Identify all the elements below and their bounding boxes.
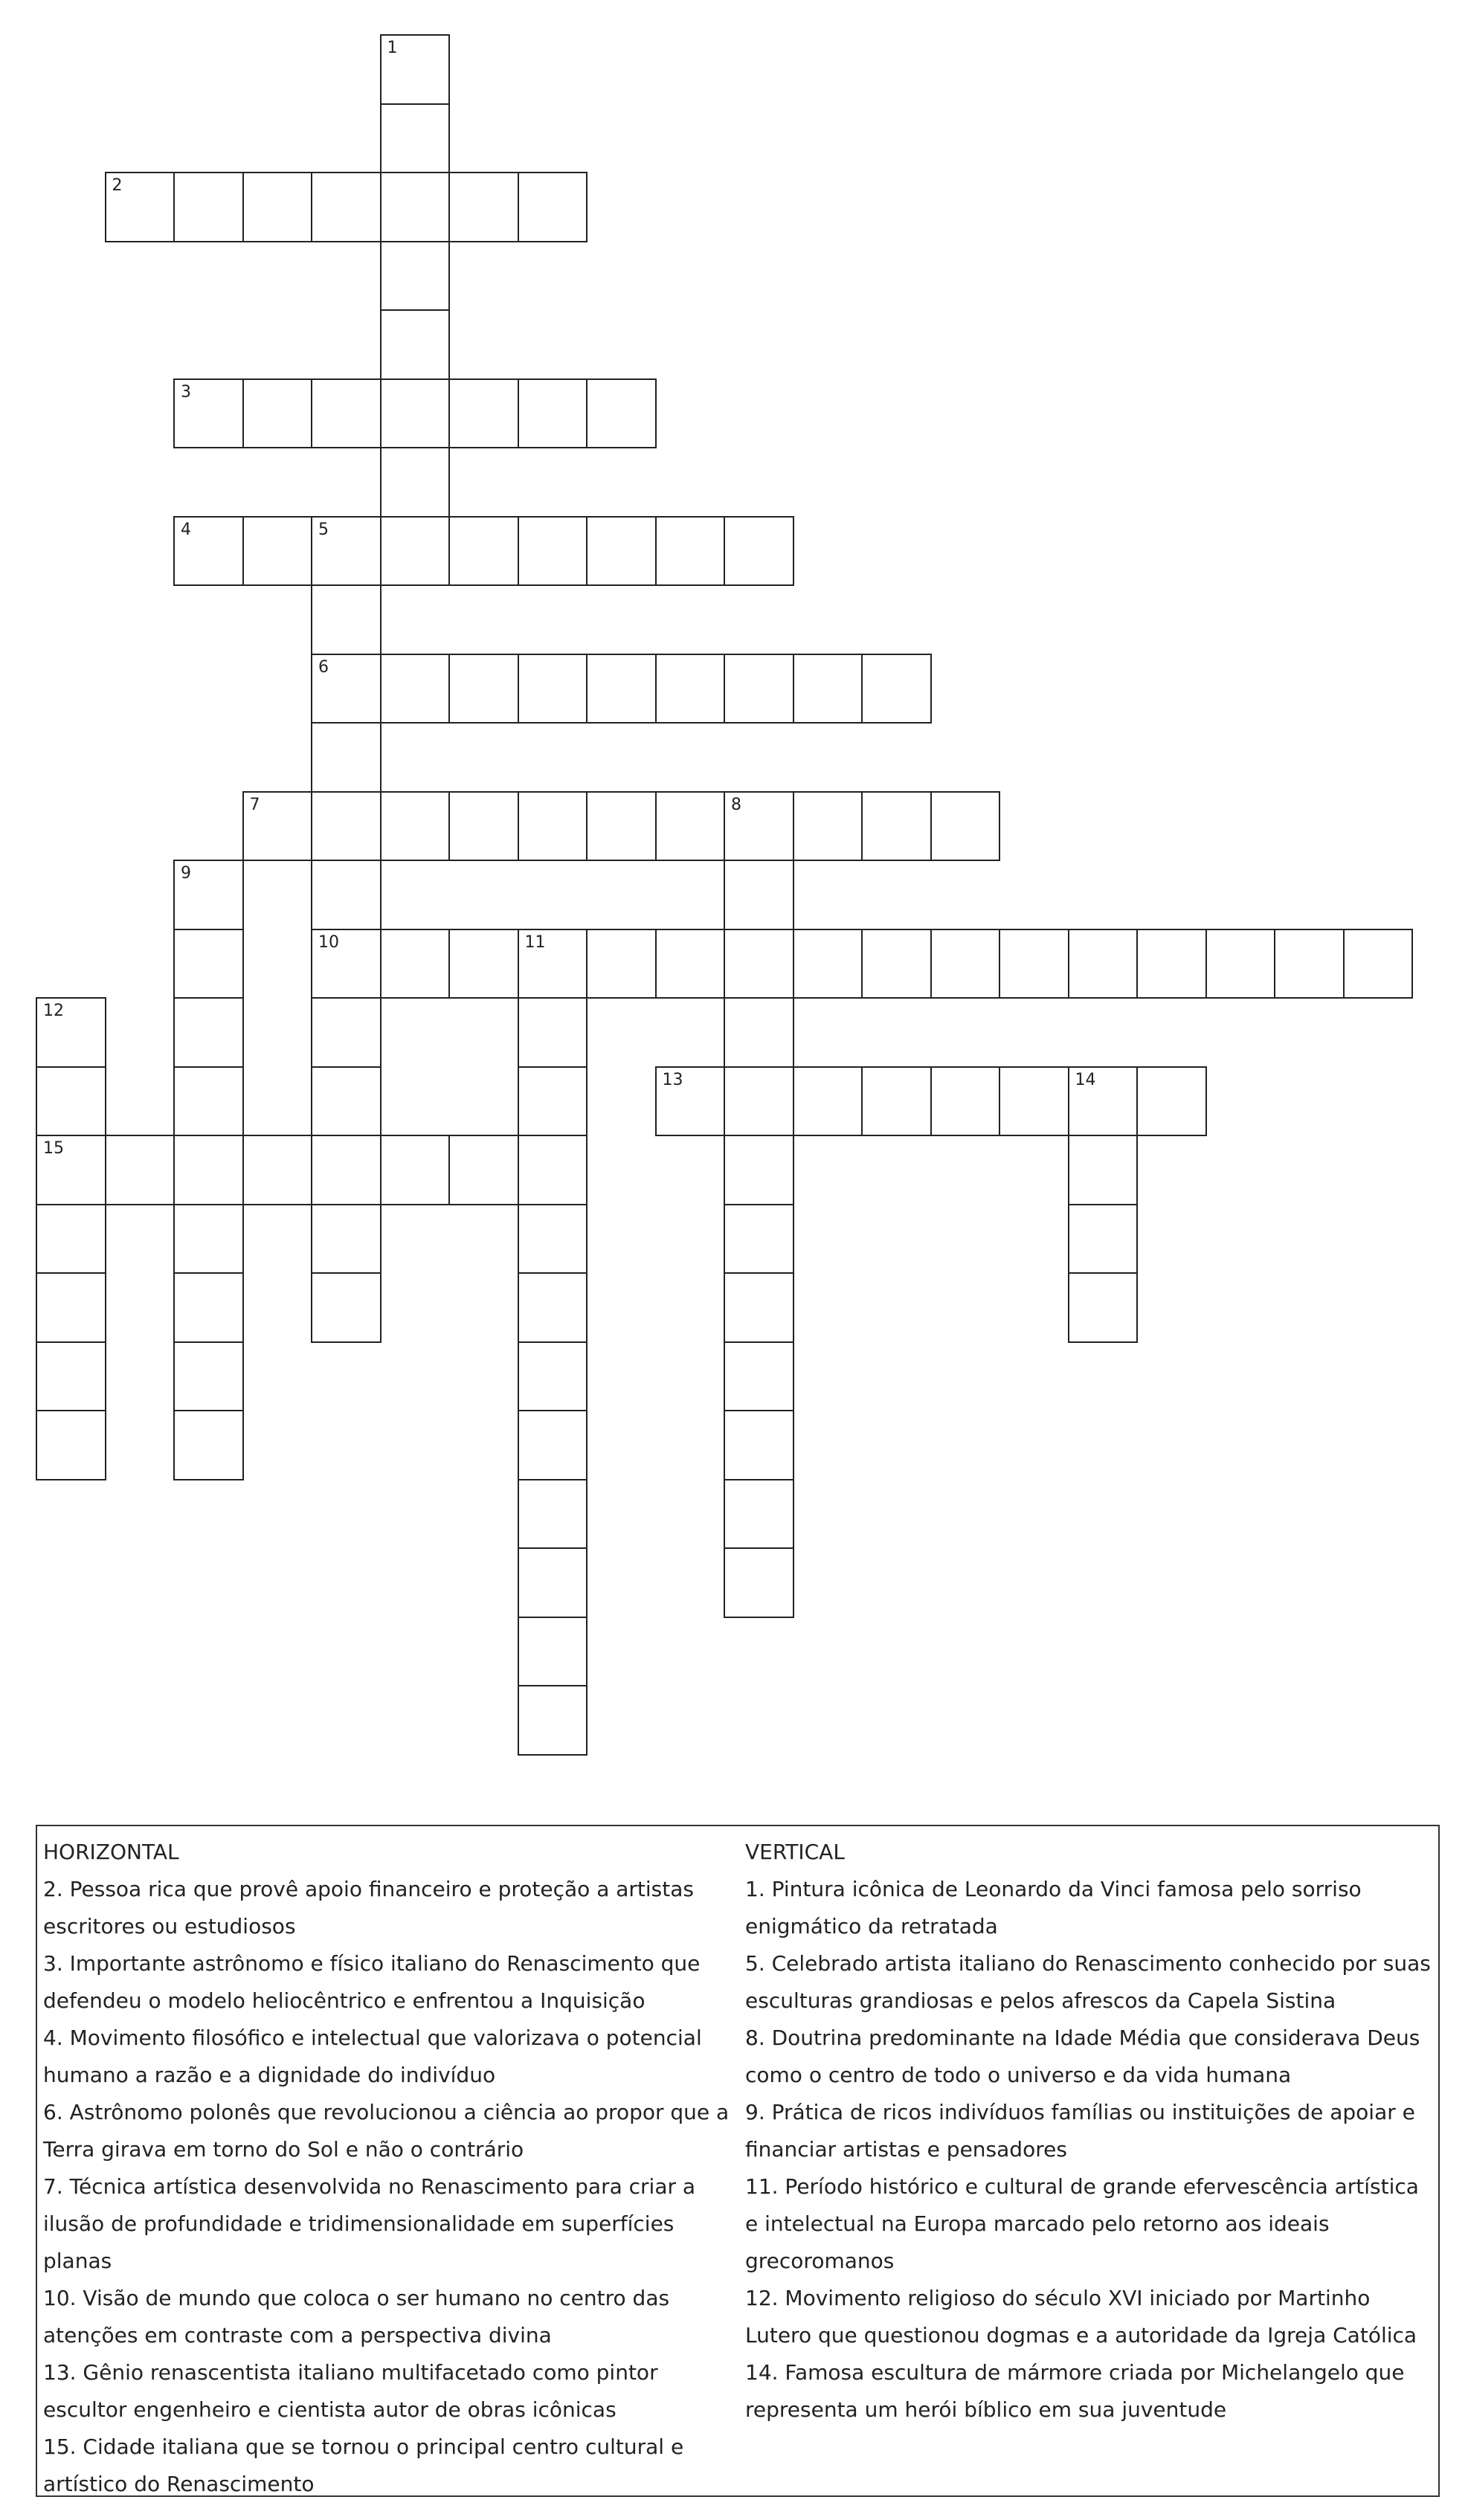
- crossword-cell[interactable]: [448, 516, 519, 587]
- crossword-cell[interactable]: [655, 1066, 726, 1137]
- crossword-cell[interactable]: [861, 654, 932, 724]
- crossword-cell[interactable]: [36, 1135, 106, 1205]
- clue-h13: 13. Gênio renascentista italiano multifacetado como pintor escultor engenheiro e cientista autor de obras icônicas: [43, 2360, 658, 2422]
- clue-number: 6: [318, 657, 329, 677]
- crossword-cell[interactable]: [518, 1135, 588, 1205]
- crossword-cell[interactable]: [861, 929, 932, 999]
- crossword-cell[interactable]: [724, 929, 794, 999]
- clue-number: 4: [181, 520, 191, 539]
- crossword-cell[interactable]: [242, 378, 313, 449]
- clue-h4: 4. Movimento filosófico e intelectual que valorizava o potencial humano a razão e a dignidade do indivíduo: [43, 2026, 702, 2087]
- crossword-cell[interactable]: [173, 1204, 244, 1274]
- clue-number: 15: [43, 1139, 64, 1158]
- crossword-cell[interactable]: [311, 378, 382, 449]
- clue-number: 3: [181, 382, 191, 402]
- crossword-cell[interactable]: [173, 172, 244, 242]
- crossword-cell[interactable]: [380, 103, 451, 174]
- crossword-cell[interactable]: [311, 516, 382, 587]
- clue-h7: 7. Técnica artística desenvolvida no Renascimento para criar a ilusão de profundidade e tridimensionalidade em superfícies planas: [43, 2174, 696, 2273]
- crossword-cell[interactable]: [448, 378, 519, 449]
- horizontal-heading: HORIZONTAL: [43, 1840, 179, 1864]
- crossword-cell[interactable]: [999, 1066, 1069, 1137]
- crossword-cell[interactable]: [518, 378, 588, 449]
- crossword-cell[interactable]: [655, 654, 726, 724]
- crossword-cell[interactable]: [311, 654, 382, 724]
- clue-v8: 8. Doutrina predominante na Idade Média que considerava Deus como o centro de todo o universo e da vida humana: [745, 2026, 1420, 2087]
- crossword-cell[interactable]: [448, 929, 519, 999]
- crossword-cell[interactable]: [724, 860, 794, 930]
- crossword-cell[interactable]: [311, 172, 382, 242]
- clue-h6: 6. Astrônomo polonês que revolucionou a ciência ao propor que a Terra girava em torno do Sol e não o contrário: [43, 2100, 730, 2162]
- crossword-cell[interactable]: [793, 654, 863, 724]
- clue-number: 7: [249, 795, 260, 814]
- crossword-cell[interactable]: [380, 241, 451, 312]
- crossword-cell[interactable]: [311, 929, 382, 999]
- crossword-cell[interactable]: [380, 172, 451, 242]
- crossword-cell[interactable]: [36, 997, 106, 1068]
- crossword-cell[interactable]: [380, 516, 451, 587]
- clue-h10: 10. Visão de mundo que coloca o ser humano no centro das atenções em contraste com a perspectiva divina: [43, 2286, 670, 2347]
- crossword-cell[interactable]: [1274, 929, 1345, 999]
- crossword-cell[interactable]: [311, 584, 382, 655]
- crossword-cell[interactable]: [173, 1066, 244, 1137]
- crossword-cell[interactable]: [173, 1135, 244, 1205]
- clue-h2: 2. Pessoa rica que provê apoio financeiro e proteção a artistas escritores ou estudiosos: [43, 1877, 694, 1939]
- crossword-cell[interactable]: [311, 791, 382, 862]
- crossword-cell[interactable]: [1068, 1135, 1139, 1205]
- crossword-cell[interactable]: [173, 929, 244, 999]
- crossword-cell[interactable]: [861, 791, 932, 862]
- crossword-cell[interactable]: [36, 1272, 106, 1343]
- crossword-cell[interactable]: [793, 929, 863, 999]
- crossword-cell[interactable]: [586, 791, 657, 862]
- crossword-cell[interactable]: [311, 860, 382, 930]
- crossword-cell[interactable]: [586, 516, 657, 587]
- crossword-cell[interactable]: [380, 1135, 451, 1205]
- clue-v14: 14. Famosa escultura de mármore criada por Michelangelo que representa um herói bíblico em sua juventude: [745, 2360, 1405, 2422]
- crossword-cell[interactable]: [1068, 1066, 1139, 1137]
- crossword-cell[interactable]: [724, 516, 794, 587]
- crossword-cell[interactable]: [518, 1617, 588, 1687]
- crossword-cell[interactable]: [655, 929, 726, 999]
- clue-number: 13: [662, 1070, 683, 1089]
- crossword-cell[interactable]: [586, 378, 657, 449]
- crossword-cell[interactable]: [173, 516, 244, 587]
- crossword-cell[interactable]: [311, 997, 382, 1068]
- crossword-cell[interactable]: [311, 1204, 382, 1274]
- crossword-cell[interactable]: [173, 1341, 244, 1412]
- clue-number: 9: [181, 864, 191, 883]
- crossword-cell[interactable]: [448, 654, 519, 724]
- crossword-cell[interactable]: [1136, 1066, 1207, 1137]
- crossword-cell[interactable]: [380, 654, 451, 724]
- crossword-cell[interactable]: [724, 1547, 794, 1618]
- crossword-cell[interactable]: [518, 929, 588, 999]
- clue-v9: 9. Prática de ricos indivíduos famílias ou instituições de apoiar e financiar artistas e pensadores: [745, 2100, 1415, 2162]
- clue-number: 5: [318, 520, 329, 539]
- crossword-cell[interactable]: [518, 1066, 588, 1137]
- crossword-cell[interactable]: [242, 172, 313, 242]
- crossword-cell[interactable]: [724, 1272, 794, 1343]
- crossword-cell[interactable]: [724, 1135, 794, 1205]
- clue-v5: 5. Celebrado artista italiano do Renascimento conhecido por suas esculturas grandiosas e pelos afrescos da Capela Sistina: [745, 1951, 1431, 2013]
- crossword-cell[interactable]: [518, 172, 588, 242]
- crossword-cell[interactable]: [380, 34, 451, 105]
- crossword-cell[interactable]: [518, 791, 588, 862]
- crossword-cell[interactable]: [380, 309, 451, 380]
- crossword-cell[interactable]: [793, 791, 863, 862]
- crossword-cell[interactable]: [448, 172, 519, 242]
- crossword-cell[interactable]: [655, 791, 726, 862]
- crossword-cell[interactable]: [586, 929, 657, 999]
- clue-number: 1: [387, 39, 398, 57]
- crossword-cell[interactable]: [930, 1066, 1001, 1137]
- crossword-cell[interactable]: [36, 1066, 106, 1137]
- crossword-cell[interactable]: [1136, 929, 1207, 999]
- crossword-cell[interactable]: [518, 654, 588, 724]
- clue-v11: 11. Período histórico e cultural de grande efervescência artística e intelectual na Europa marcado pelo retorno aos ideais grecoromanos: [745, 2174, 1419, 2273]
- crossword-cell[interactable]: [724, 1479, 794, 1550]
- crossword-cell[interactable]: [380, 929, 451, 999]
- crossword-cell[interactable]: [724, 1410, 794, 1480]
- crossword-cell[interactable]: [242, 516, 313, 587]
- crossword-cell[interactable]: [518, 1204, 588, 1274]
- crossword-cell[interactable]: [793, 1066, 863, 1137]
- crossword-cell[interactable]: [311, 1066, 382, 1137]
- crossword-cell[interactable]: [311, 722, 382, 793]
- crossword-cell[interactable]: [311, 1135, 382, 1205]
- vertical-heading: VERTICAL: [745, 1840, 845, 1864]
- crossword-cell[interactable]: [173, 860, 244, 930]
- crossword-cell[interactable]: [724, 791, 794, 862]
- crossword-cell[interactable]: [173, 378, 244, 449]
- crossword-cell[interactable]: [724, 1204, 794, 1274]
- crossword-cell[interactable]: [518, 1341, 588, 1412]
- crossword-cell[interactable]: [518, 1685, 588, 1756]
- clue-v1: 1. Pintura icônica de Leonardo da Vinci famosa pelo sorriso enigmático da retratada: [745, 1877, 1362, 1939]
- crossword-cell[interactable]: [930, 791, 1001, 862]
- crossword-cell[interactable]: [380, 378, 451, 449]
- crossword-cell[interactable]: [724, 1066, 794, 1137]
- clue-number: 2: [112, 176, 123, 195]
- crossword-cell[interactable]: [518, 997, 588, 1068]
- crossword-cell[interactable]: [518, 516, 588, 587]
- crossword-cell[interactable]: [173, 1272, 244, 1343]
- clue-number: 10: [318, 932, 339, 952]
- crossword-cell[interactable]: [1068, 929, 1139, 999]
- vertical-clues: [745, 1834, 1437, 2429]
- horizontal-clues: [43, 1834, 735, 2503]
- clue-number: 11: [524, 932, 546, 952]
- clues-panel: [36, 1825, 1440, 2497]
- crossword-cell[interactable]: [380, 447, 451, 518]
- crossword-cell[interactable]: [380, 791, 451, 862]
- crossword-cell[interactable]: [105, 172, 176, 242]
- crossword-cell[interactable]: [1068, 1204, 1139, 1274]
- crossword-cell[interactable]: [105, 1135, 176, 1205]
- crossword-cell[interactable]: [724, 654, 794, 724]
- crossword-cell[interactable]: [1343, 929, 1414, 999]
- clue-number: 12: [43, 1002, 64, 1020]
- crossword-cell[interactable]: [311, 1272, 382, 1343]
- crossword-cell[interactable]: [518, 1272, 588, 1343]
- crossword-cell[interactable]: [518, 1410, 588, 1480]
- crossword-cell[interactable]: [655, 516, 726, 587]
- crossword-cell[interactable]: [242, 1135, 313, 1205]
- crossword-cell[interactable]: [448, 791, 519, 862]
- clue-h15: 15. Cidade italiana que se tornou o principal centro cultural e artístico do Renascimento: [43, 2434, 684, 2496]
- crossword-cell[interactable]: [999, 929, 1069, 999]
- crossword-cell[interactable]: [724, 1341, 794, 1412]
- clue-number: 14: [1075, 1070, 1096, 1089]
- clue-h3: 3. Importante astrônomo e físico italiano do Renascimento que defendeu o modelo heliocêntrico e enfrentou a Inquisição: [43, 1951, 701, 2013]
- crossword-cell[interactable]: [448, 1135, 519, 1205]
- crossword-cell[interactable]: [1068, 1272, 1139, 1343]
- crossword-cell[interactable]: [518, 1547, 588, 1618]
- crossword-cell[interactable]: [173, 997, 244, 1068]
- crossword-cell[interactable]: [1205, 929, 1276, 999]
- clue-v12: 12. Movimento religioso do século XVI iniciado por Martinho Lutero que questionou dogmas e a autoridade da Igreja Católica: [745, 2286, 1417, 2347]
- crossword-cell[interactable]: [36, 1204, 106, 1274]
- crossword-cell[interactable]: [36, 1410, 106, 1480]
- crossword-cell[interactable]: [173, 1410, 244, 1480]
- clue-number: 8: [731, 795, 741, 814]
- crossword-cell[interactable]: [930, 929, 1001, 999]
- crossword-cell[interactable]: [586, 654, 657, 724]
- crossword-cell[interactable]: [518, 1479, 588, 1550]
- crossword-cell[interactable]: [36, 1341, 106, 1412]
- crossword-cell[interactable]: [724, 997, 794, 1068]
- crossword-cell[interactable]: [861, 1066, 932, 1137]
- crossword-cell[interactable]: [242, 791, 313, 862]
